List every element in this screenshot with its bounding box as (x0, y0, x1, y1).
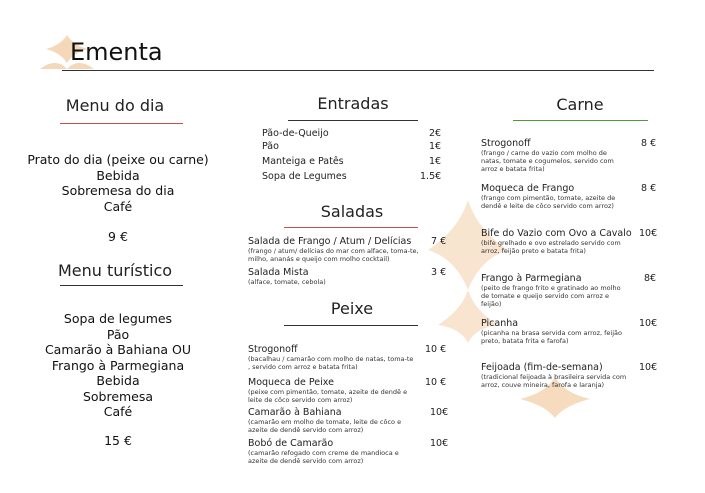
item-name: Manteiga e Patês (262, 156, 344, 167)
item-description: (tradicional feijoada à brasileira servida com arroz, couve mineira, farofa e laranja) (481, 373, 627, 389)
menu-do-dia-line: Sobremesa do dia (61, 183, 175, 198)
page-title: Ementa (70, 38, 163, 66)
peixe-divider (284, 325, 418, 326)
menu-do-dia-line: Bebida (96, 167, 140, 183)
item-description: (peito de frango frito e gratinado ao molho de tomate e queijo servido com arroz e feijão) (481, 284, 621, 308)
carne-divider (513, 120, 648, 121)
carne-title: Carne (556, 95, 604, 114)
menu-turistico-divider (60, 285, 183, 286)
item-price: 2€ (429, 128, 442, 139)
menu-do-dia-line: Prato do dia (peixe ou carne) (27, 152, 209, 167)
item-name: Sopa de Legumes (262, 171, 347, 182)
title-divider (62, 70, 654, 71)
menu-turistico-line: Camarão à Bahiana OU (44, 342, 192, 357)
item-name: Feijoada (fim-de-semana) (481, 362, 603, 373)
item-description: (camarão em molho de tomate, leite de côco e azeite de dendê servido com arroz) (248, 418, 402, 434)
item-name: Pão (262, 141, 279, 152)
item-name: Salada Mista (248, 267, 309, 278)
item-name: Bife do Vazio com Ovo a Cavalo (481, 228, 632, 239)
item-description: (frango com pimentão, tomate, azeite de dendê e leite de côco servido com arroz) (481, 194, 616, 210)
item-price: 10 € (425, 377, 447, 388)
item-price: 3 € (431, 267, 447, 278)
item-description: (frango / carne do vazio com molho de natas, tomate e cogumelos, servido com arroz e batata frita) (481, 149, 614, 173)
item-name: Moqueca de Frango (481, 183, 575, 194)
item-description: (picanha na brasa servida com arroz, feijão preto, batata frita e farofa) (481, 329, 622, 345)
menu-turistico-price: 15 € (104, 433, 132, 448)
menu-turistico-line: Café (103, 404, 133, 419)
item-name: Strogonoff (248, 344, 298, 355)
item-price: 10 € (425, 344, 447, 355)
item-description: (camarão refogado com creme de mandioca e azeite de dendê servido com arroz) (248, 449, 399, 465)
item-price: 1.5€ (420, 171, 442, 182)
item-name: Strogonoff (481, 138, 531, 149)
menu-turistico-title: Menu turístico (57, 261, 173, 280)
item-price: 10€ (639, 318, 658, 329)
menu-turistico-line: Sobremesa (82, 388, 154, 404)
entradas-title: Entradas (317, 94, 389, 113)
item-price: 8 € (641, 183, 657, 194)
entradas-divider (288, 120, 418, 121)
menu-do-dia-price: 9 € (108, 229, 128, 244)
menu-do-dia-divider (60, 123, 183, 124)
item-description: (peixe com pimentão, tomate, azeite de dendê e leite de côco servido com arroz) (248, 388, 408, 404)
item-description: (frango / atum/ delícias do mar com alface, toma-te, milho, ananás e queijo com molho cocktail) (248, 247, 419, 263)
item-price: 10€ (639, 362, 658, 373)
item-name: Picanha (481, 318, 519, 329)
item-price: 10€ (430, 407, 449, 418)
item-name: Salada de Frango / Atum / Delícias (248, 236, 412, 247)
menu-turistico-line: Bebida (96, 373, 140, 388)
item-name: Frango à Parmegiana (481, 273, 582, 284)
item-price: 8 € (641, 138, 657, 149)
item-price: 10€ (639, 228, 658, 239)
saladas-divider (284, 227, 418, 228)
item-price: 1€ (429, 156, 442, 167)
menu-do-dia-title: Menu do dia (65, 96, 165, 115)
menu-turistico-line: Frango à Parmegiana (51, 357, 185, 373)
item-price: 1€ (429, 141, 442, 152)
item-name: Pão-de-Queijo (262, 128, 329, 139)
item-description: (alface, tomate, cebola) (248, 278, 326, 286)
menu-do-dia-line: Café (103, 198, 133, 214)
peixe-title: Peixe (330, 299, 374, 318)
item-name: Camarão à Bahiana (248, 407, 342, 418)
item-price: 7 € (431, 236, 447, 247)
item-description: (bacalhau / camarão com molho de natas, toma-te , servido com arroz e batata frita) (248, 355, 414, 371)
item-name: Moqueca de Peixe (248, 377, 334, 388)
item-price: 10€ (430, 438, 449, 449)
item-name: Bobó de Camarão (248, 438, 334, 449)
menu-turistico-line: Sopa de legumes (63, 311, 173, 326)
menu-turistico-items (18, 311, 218, 420)
menu-turistico-line: Pão (106, 326, 130, 342)
saladas-title: Saladas (320, 202, 384, 221)
item-description: (bife grelhado e ovo estrelado servido com arroz, feijão preto e batata frita) (481, 239, 621, 255)
item-price: 8€ (644, 273, 657, 284)
menu-do-dia-items (18, 152, 218, 214)
